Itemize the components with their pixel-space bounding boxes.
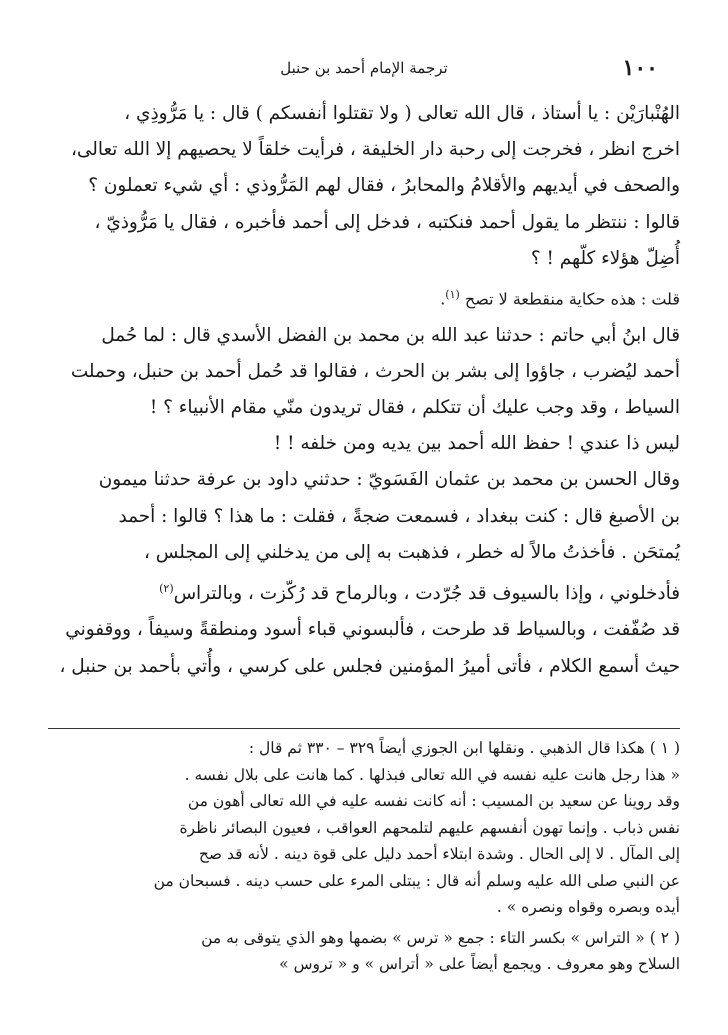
footnote-line: « هذا رجل هانت عليه نفسه في الله تعالى فبذلها . كما هانت على بلال نفسه . <box>184 765 680 784</box>
footnote-line: وقد روينا عن سعيد بن المسيب : أنه كانت نفسه عليه في الله تعالى أهون من <box>187 792 680 810</box>
main-text <box>48 96 680 685</box>
footnote-line: ( ١ ) هكذا قال الذهبي . ونقلها ابن الجوزي أيضاً ٣٢٩ – ٣٣٠ ثم قال : <box>248 739 680 757</box>
footnote-line: أيده وبصره وقواه ونصره » . <box>496 898 680 916</box>
page-header <box>60 55 668 85</box>
page-number: ١٠٠ <box>622 55 658 81</box>
text-line: حيث أسمع الكلام ، فأتى أميرُ المؤمنين فجلس على كرسي ، وأُتي بأحمد بن حنبل ، <box>59 655 680 677</box>
text-line: والصحف في أيديهم والأقلامُ والمحابرُ ، فقال لهم المَرُّوذي : أي شيء تعملون ؟ <box>88 175 680 197</box>
paragraph-3 <box>48 462 680 684</box>
text-line: بن الأصبغ قال : كنت ببغداد ، فسمعت ضجةً ، فقلت : ما هذا ؟ قالوا : أحمد <box>118 505 680 527</box>
editor-note: قلت : هذه حكاية منقطعة لا تصح $^{(١)}$. <box>440 288 680 309</box>
text-line: قالوا : ننتظر ما يقول أحمد فنكتبه ، فدخل إلى أحمد فأخبره ، فقال يا مَرُّوذيّ ، <box>94 211 680 233</box>
text-line: اخرج انظر ، فخرجت إلى رحبة دار الخليفة ، فرأيت خلقاً لا يحصيهم إلا الله تعالى، <box>70 139 680 161</box>
text-line: أُضِلّ هؤلاء كلّهم ! ؟ <box>530 247 680 269</box>
paragraph-1 <box>48 96 680 277</box>
footnote-ref-1: (١) <box>445 288 460 302</box>
footnotes <box>48 735 680 978</box>
footnote-2 <box>48 925 680 978</box>
paragraph-2 <box>48 318 680 463</box>
footnote-1 <box>48 735 680 921</box>
footnote-line: نفس ذباب . وإنما تهون أنفسهم عليهم لتلمحهم العواقب ، فعيون البصائر ناظرة <box>179 818 680 837</box>
text-line: أحمد ليُضرب ، جاؤوا إلى بشر بن الحرث ، فقالوا قد حُمل أحمد بن حنبل، وحملت <box>70 360 680 382</box>
running-title: ترجمة الإمام أحمد بن حنبل <box>280 59 448 77</box>
footnote-ref-2: (٢) <box>159 581 174 595</box>
text-line: قد صُفّفت ، وبالسياط قد طرحت ، فألبسوني قباء أسود ومنطقةً وسيفاً ، ووقفوني <box>65 619 680 641</box>
text-line: السياط ، وقد وجب عليك أن تتكلم ، فقال تريدون منّي مقام الأنبياء ؟ ! <box>149 396 680 418</box>
text-line: وقال الحسن بن محمد بن عثمان الفَسَويّ : حدثني داود بن عرفة حدثنا ميمون <box>98 469 680 491</box>
footnote-line: ( ٢ ) « التراس » بكسر التاء : جمع « ترس » بضمها وهو الذي يتوقى به من <box>201 928 680 947</box>
footnote-line: السلاح وهو معروف . ويجمع أيضاً على « أتراس » و « تروس » <box>279 955 680 973</box>
footnote-line: عن النبي صلى الله عليه وسلم أنه قال : يبتلى المرء على حسب دينه . فسبحان من <box>153 871 680 890</box>
text-line: فأدخلوني ، وإذا بالسيوف قد جُرّدت ، وبالرماح قد رُكّزت ، وبالتراس <box>173 583 680 605</box>
text-line: قال ابنُ أبي حاتم : حدثنا عبد الله بن محمد بن الفضل الأسدي قال : لما حُمل <box>101 324 680 346</box>
text-line: الهُنْبارَيْن : يا أستاذ ، قال الله تعالى ( ولا تقتلوا أنفسكم ) قال : يا مَرُّوذِي ، <box>124 103 680 124</box>
editor-note-text: قلت : هذه حكاية منقطعة لا تصح <box>464 289 680 309</box>
footnote-separator <box>48 728 680 729</box>
text-line: ليس ذا عندي ! حفظ الله أحمد بين يديه ومن خلفه ! ! <box>273 433 680 455</box>
footnote-line: إلى المآل . لا إلى الحال . وشدة ابتلاء أحمد دليل على قوة دينه . لأنه قد صح <box>198 845 680 863</box>
text-line: يُمتحَن . فأخذتُ مالاً له خطر ، فذهبت به إلى من يدخلني إلى المجلس ، <box>144 541 680 563</box>
